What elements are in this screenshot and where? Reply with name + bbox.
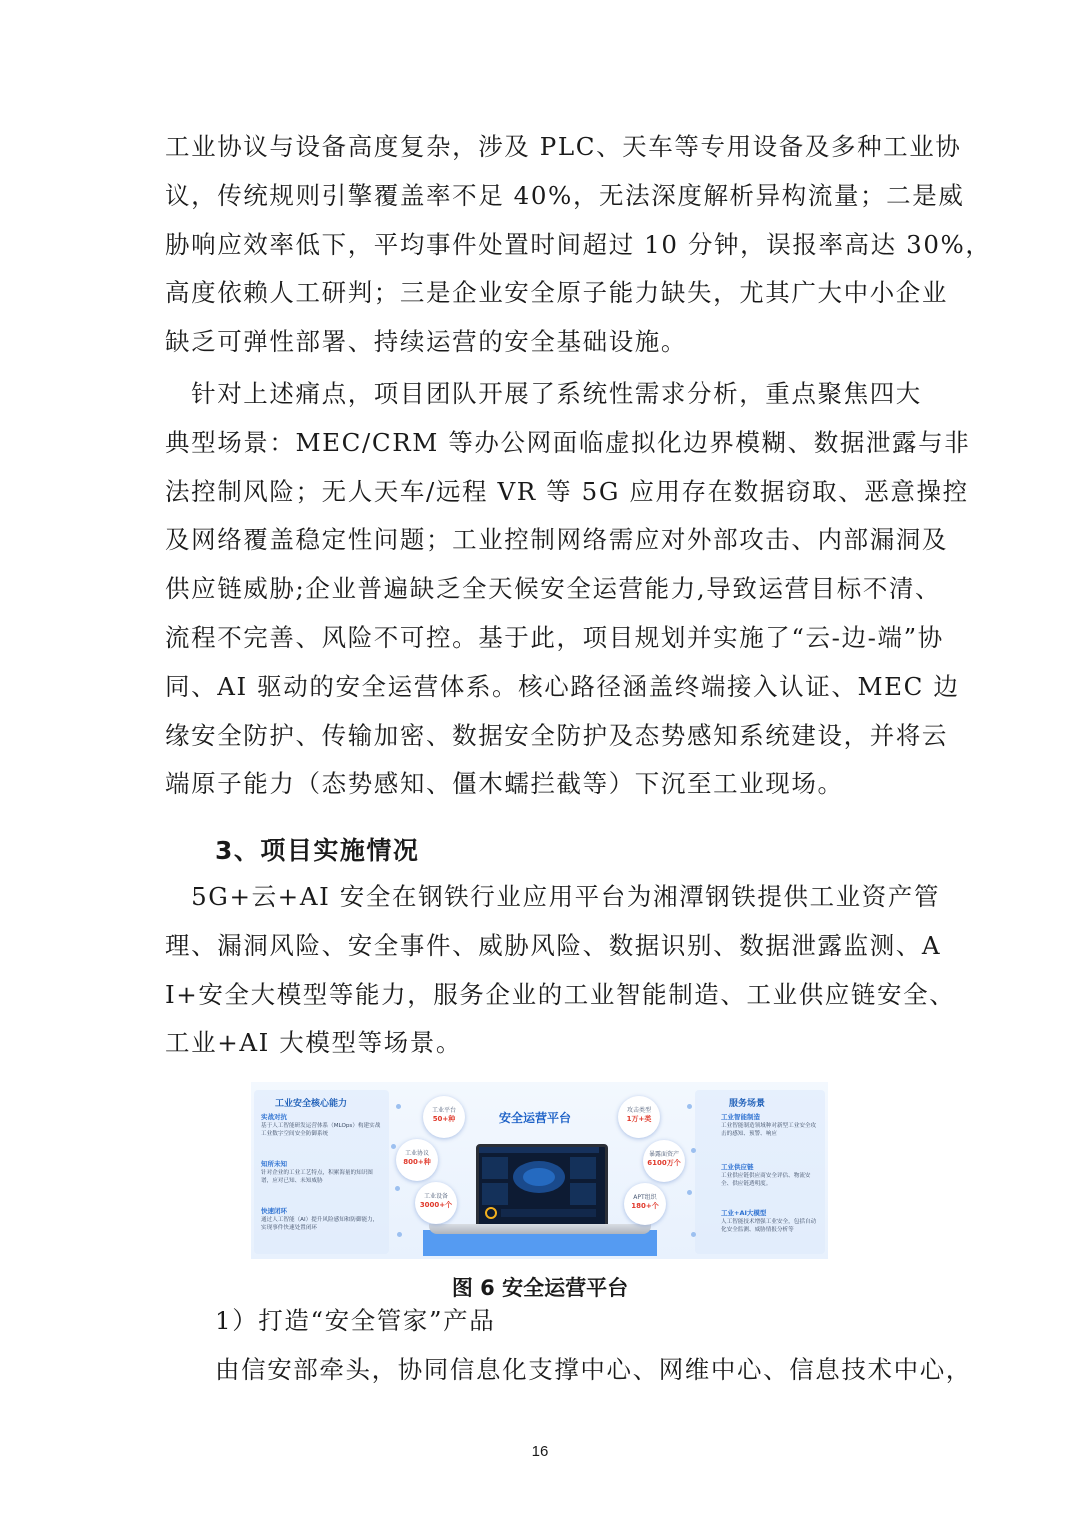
laptop-base (429, 1224, 651, 1234)
paragraph-text: 由信安部牵头，协同信息化支撑中心、网维中心、信息技术中心， (215, 1355, 972, 1384)
capability-title: 知所未知 (261, 1160, 287, 1168)
figure-caption: 图 6 安全运营平台 (451, 1276, 629, 1300)
scenario-title: 工业供应链 (721, 1163, 754, 1171)
page-number: 16 (531, 1443, 549, 1460)
decor-dot (397, 1232, 402, 1237)
decor-dot (691, 1148, 696, 1153)
stat-label: APT组织 (633, 1194, 657, 1201)
stat-bubble (396, 1139, 438, 1181)
stat-value: 1万+类 (626, 1115, 652, 1123)
text-line: 胁响应效率低下，平均事件处置时间超过 10 分钟，误报率高达 30%， (165, 229, 992, 259)
text-line: 理、漏洞风险、安全事件、威胁风险、数据识别、数据泄露监测、A (165, 930, 942, 960)
text-line: 针对上述痛点，项目团队开展了系统性需求分析，重点聚焦四大 (165, 379, 922, 408)
stat-label: 工业平台 (431, 1107, 456, 1114)
dashboard-icon (479, 1147, 599, 1221)
stat-value: 6100万个 (647, 1159, 681, 1167)
stat-label: 暴露面资产 (648, 1151, 679, 1158)
stat-label: 攻击类型 (626, 1107, 651, 1114)
platform-title: 安全运营平台 (499, 1111, 572, 1125)
stat-label: 工业设备 (423, 1193, 448, 1200)
decor-dot (687, 1190, 692, 1195)
stat-bubble (618, 1096, 660, 1138)
capability-text: 针对企业的工业工艺特点，积累海量的知识图谱，应对已知、未知威胁 (261, 1170, 373, 1184)
text-line: 典型场景：MEC/CRM 等办公网面临虚拟化边界模糊、数据泄露与非 (165, 427, 971, 457)
scenario-title: 工业智能制造 (721, 1113, 760, 1121)
stat-value: 3000+个 (419, 1201, 453, 1209)
stat-value: 800+种 (403, 1158, 431, 1166)
capabilities-title: 工业安全核心能力 (275, 1099, 348, 1109)
decor-dot (396, 1104, 401, 1109)
stat-value: 180+个 (631, 1202, 659, 1210)
scenarios-title: 服务场景 (729, 1099, 766, 1109)
paragraph-challenges (165, 123, 992, 367)
laptop-screen (476, 1144, 608, 1230)
decor-dot (691, 1232, 696, 1237)
text-line: I+安全大模型等能力，服务企业的工业智能制造、工业供应链安全、 (165, 979, 956, 1009)
section-heading: 3、项目实施情况 (215, 836, 420, 865)
stat-label: 工业协议 (404, 1150, 429, 1157)
text-line: 5G+云+AI 安全在钢铁行业应用平台为湘潭钢铁提供工业资产管 (165, 882, 941, 911)
text-line: 高度依赖人工研判；三是企业安全原子能力缺失，尤其广大中小企业 (165, 278, 948, 308)
text-line: 流程不完善、风险不可控。基于此，项目规划并实施了“云-边-端”协 (165, 622, 944, 652)
scenario-text: 工业智能制造领域种对新型工业安全攻击的感知、预警、响应 (721, 1123, 817, 1137)
capability-text: 基于人工智能研发运营体系（MLOps）构建实战工业数字空间安全防御系统 (261, 1123, 381, 1137)
stat-value: 50+种 (432, 1115, 456, 1123)
scenario-text: 工业供应链供应商安全评估、物流安全、供应链透明度。 (721, 1173, 811, 1187)
text-line: 工业+AI 大模型等场景。 (165, 1028, 462, 1058)
platform-figure (251, 1082, 828, 1259)
paragraph-implementation (165, 873, 956, 1068)
decor-dot (687, 1104, 692, 1109)
list-item-heading: 1）打造“安全管家”产品 (215, 1306, 496, 1335)
text-line: 缘安全防护、传输加密、数据安全防护及态势感知系统建设，并将云 (165, 720, 948, 750)
stat-bubble (643, 1140, 685, 1182)
stat-bubble (423, 1096, 465, 1138)
text-line: 同、AI 驱动的安全运营体系。核心路径涵盖终端接入认证、MEC 边 (165, 671, 960, 701)
stat-bubble (624, 1183, 666, 1225)
scenario-text: 人工智能技术增强工业安全，包括自动化安全监测、威胁情报分析等 (721, 1219, 817, 1233)
capability-title: 快速闭环 (261, 1207, 287, 1215)
text-line: 工业协议与设备高度复杂，涉及 PLC、天车等专用设备及多种工业协 (165, 132, 962, 161)
capability-text: 通过人工智能（AI）提升风险感知和防御能力，实现事件快速处置闭环 (261, 1217, 379, 1231)
text-line: 法控制风险；无人天车/远程 VR 等 5G 应用存在数据窃取、恶意操控 (165, 476, 969, 506)
text-line: 端原子能力（态势感知、僵木蠕拦截等）下沉至工业现场。 (165, 769, 844, 799)
text-line: 缺乏可弹性部署、持续运营的安全基础设施。 (165, 327, 687, 357)
text-line: 及网络覆盖稳定性问题；工业控制网络需应对外部攻击、内部漏洞及 (165, 525, 948, 555)
decor-dot (391, 1144, 396, 1149)
scenario-title: 工业+AI大模型 (721, 1209, 767, 1217)
text-line: 议，传统规则引擎覆盖率不足 40%，无法深度解析异构流量；二是威 (165, 180, 965, 210)
decor-dot (395, 1186, 400, 1191)
text-line: 供应链威胁;企业普遍缺乏全天候安全运营能力,导致运营目标不清、 (165, 574, 942, 604)
paragraph-requirements (165, 370, 971, 809)
capability-title: 实战对抗 (261, 1113, 287, 1121)
stat-bubble (415, 1182, 457, 1224)
